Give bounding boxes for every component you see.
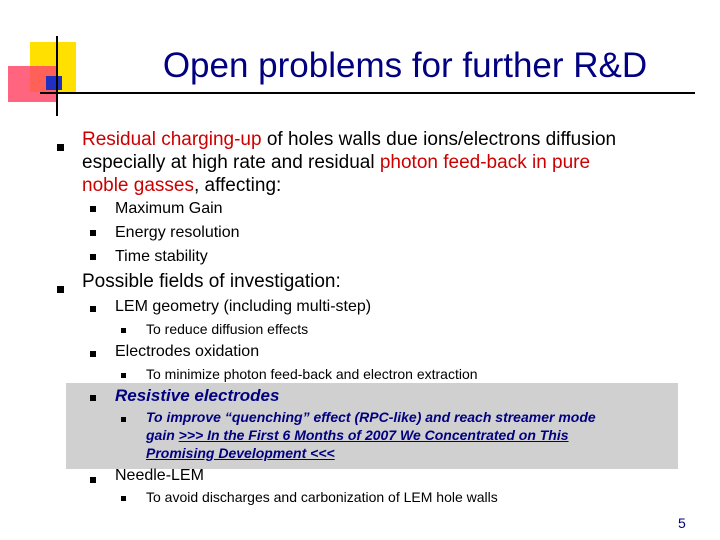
resistive-sub-line-1: To improve “quenching” effect (RPC-like) and reach streamer mode [146, 409, 596, 425]
bullet-marker [121, 328, 126, 333]
needle-lem-item: Needle-LEM [115, 467, 204, 484]
promising-development-link[interactable]: Promising Development <<< [146, 445, 335, 461]
sub-item-maximum-gain: Maximum Gain [115, 200, 223, 217]
bullet-1-line-1: Residual charging-up of holes walls due ions/electrons diffusion [82, 129, 617, 150]
decor-blue-square [46, 76, 62, 90]
decor-vertical-line [56, 36, 58, 116]
page-number: 5 [678, 515, 686, 531]
bullet-marker [90, 230, 96, 236]
lem-geometry-item: LEM geometry (including multi-step) [115, 298, 372, 315]
title-rule [40, 92, 695, 94]
bullet-marker [121, 496, 126, 501]
sub-item-time-stability: Time stability [115, 248, 208, 265]
bullet-marker [90, 206, 96, 212]
lem-geometry-sub: To reduce diffusion effects [146, 321, 309, 337]
bullet-marker [121, 417, 126, 422]
bullet-marker [90, 477, 96, 483]
bullet-marker [90, 395, 96, 401]
bullet-marker [90, 306, 96, 312]
concentrated-link[interactable]: >>> In the First 6 Months of 2007 We Concentrated on This [178, 427, 569, 443]
oxidation-sub: To minimize photon feed-back and electron extraction [146, 366, 478, 382]
resistive-electrodes-item: Resistive electrodes [115, 386, 280, 405]
needle-lem-sub: To avoid discharges and carbonization of LEM hole walls [146, 489, 498, 505]
bullet-marker [90, 351, 96, 357]
bullet-marker [57, 286, 64, 293]
oxidation-item: Electrodes oxidation [115, 343, 260, 360]
sub-item-energy-resolution: Energy resolution [115, 224, 240, 241]
bullet-marker [57, 144, 64, 151]
resistive-sub-line-2: gain >>> In the First 6 Months of 2007 We Concentrated on This [146, 427, 569, 443]
bullet-marker [90, 254, 96, 260]
bullet-1-line-3: noble gasses, affecting: [82, 175, 282, 196]
charging-up-highlight: Residual charging-up [82, 129, 262, 150]
bullet-marker [121, 373, 126, 378]
bullet-1-line-2: especially at high rate and residual photon feed-back in pure [82, 152, 591, 173]
noble-gasses-highlight: noble gasses [82, 175, 194, 196]
bullet-2-label: Possible fields of investigation: [82, 271, 341, 292]
slide-title: Open problems for further R&D [162, 46, 648, 85]
photon-feedback-highlight: photon feed-back in pure [379, 152, 591, 173]
